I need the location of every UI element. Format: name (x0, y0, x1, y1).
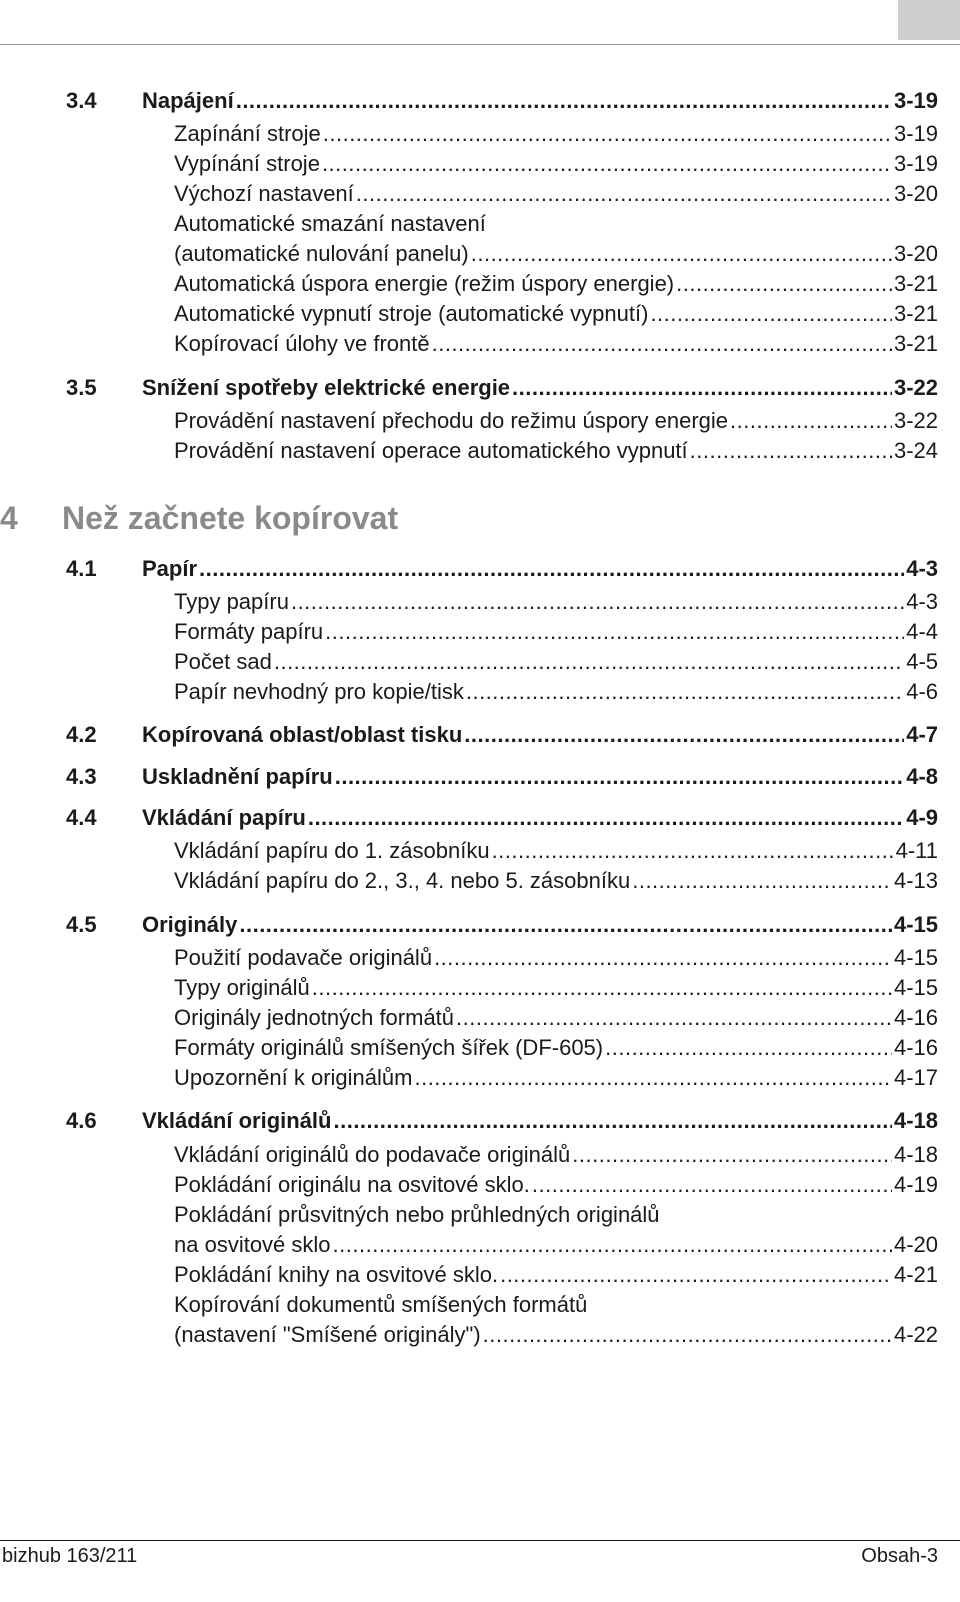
corner-tab (898, 0, 960, 40)
dot-leader (466, 677, 904, 707)
dot-leader (605, 1033, 892, 1063)
entry-title: Počet sad (174, 649, 272, 674)
toc-entry-vkladani-do-podavace[interactable] (174, 1140, 938, 1170)
entry-title: Zapínání stroje (174, 121, 321, 146)
page-number: 4-9 (906, 805, 938, 830)
entry-title: na osvitové sklo (174, 1232, 331, 1257)
page-number: 3-19 (893, 151, 938, 176)
toc-entry-smisene-sirky[interactable] (174, 1033, 938, 1063)
page-number: 3-22 (893, 375, 938, 400)
page-number: 4-15 (893, 945, 938, 970)
toc-entry-pocet-sad[interactable] (174, 647, 938, 677)
entry-title-line1: Automatické smazání nastavení (174, 211, 486, 236)
dot-leader (325, 617, 904, 647)
dot-leader (434, 943, 892, 973)
entry-title: Automatické vypnutí stroje (automatické vypnutí) (174, 301, 649, 326)
page-number: 4-7 (906, 722, 938, 747)
dot-leader (274, 647, 904, 677)
page-number: 4-3 (906, 589, 938, 614)
toc-entry-typy-papiru[interactable] (174, 587, 938, 617)
toc-entry-formaty-papiru[interactable] (174, 617, 938, 647)
page-number: 3-21 (893, 331, 938, 356)
toc-entry-zasobnik-2-5[interactable] (174, 866, 938, 896)
page-number: 4-13 (893, 868, 938, 893)
page-number: 4-17 (893, 1065, 938, 1090)
entry-title: Kopírovací úlohy ve frontě (174, 331, 430, 356)
page-number: 4-21 (893, 1262, 938, 1287)
dot-leader (322, 149, 892, 179)
dot-leader (432, 329, 892, 359)
page-number: 4-19 (893, 1172, 938, 1197)
entry-title: Typy papíru (174, 589, 289, 614)
entry-title-line1: Kopírování dokumentů smíšených formátů (174, 1292, 588, 1317)
toc-entry-uspora-energie[interactable] (174, 269, 938, 299)
dot-leader (456, 1003, 892, 1033)
page-number: 3-21 (893, 301, 938, 326)
dot-leader (464, 720, 904, 750)
dot-leader (676, 269, 892, 299)
toc-entry-pokladani-knihy[interactable] (174, 1260, 938, 1290)
toc-entry-osvitove-sklo[interactable] (174, 1170, 938, 1200)
toc-entry-smisene-originaly[interactable] (174, 1320, 938, 1350)
dot-leader (532, 1170, 892, 1200)
toc-section-3-4[interactable] (66, 86, 938, 116)
toc-entry-automaticke-vypnuti[interactable] (174, 299, 938, 329)
section-title: Kopírovaná oblast/oblast tisku (142, 722, 463, 747)
toc-section-3-5[interactable] (66, 373, 938, 403)
section-title: Originály (142, 912, 238, 937)
dot-leader (414, 1063, 891, 1093)
toc-entry-vypinani-stroje[interactable] (174, 149, 938, 179)
page-number: 3-21 (893, 271, 938, 296)
toc-entry-papir-nevhodny[interactable] (174, 677, 938, 707)
toc-section-4-6[interactable] (66, 1106, 938, 1136)
page-number: 3-20 (893, 181, 938, 206)
section-title: Vkládání originálů (142, 1108, 332, 1133)
page-number: 4-5 (906, 649, 938, 674)
dot-leader (690, 436, 892, 466)
section-title: Uskladnění papíru (142, 764, 333, 789)
toc-entry-pruhledne-originaly[interactable] (174, 1230, 938, 1260)
entry-title: Provádění nastavení přechodu do režimu úspory energie (174, 408, 729, 433)
toc-entry-upozorneni[interactable] (174, 1063, 938, 1093)
dot-leader (335, 762, 904, 792)
dot-leader (572, 1140, 892, 1170)
section-number: 3.4 (66, 88, 97, 113)
section-number: 4.6 (66, 1108, 97, 1133)
entry-title: Vkládání papíru do 1. zásobníku (174, 838, 490, 863)
section-title: Papír (142, 556, 198, 581)
chapter-number: 4 (0, 500, 18, 536)
footer-product-name: bizhub 163/211 (2, 1545, 138, 1567)
dot-leader (239, 910, 892, 940)
section-number: 3.5 (66, 375, 97, 400)
section-title: Snížení spotřeby elektrické energie (142, 375, 511, 400)
entry-title: Typy originálů (174, 975, 310, 1000)
entry-title: (automatické nulování panelu) (174, 241, 469, 266)
dot-leader (650, 299, 892, 329)
page-number: 4-8 (906, 764, 938, 789)
page-number: 3-19 (893, 88, 938, 113)
entry-title-line1: Pokládání průsvitných nebo průhledných originálů (174, 1202, 660, 1227)
toc-section-4-1[interactable] (66, 554, 938, 584)
page-number: 4-18 (893, 1108, 938, 1133)
dot-leader (500, 1260, 892, 1290)
footer-page-label: Obsah-3 (861, 1545, 938, 1567)
entry-title: Formáty originálů smíšených šířek (DF-605) (174, 1035, 604, 1060)
section-number: 4.2 (66, 722, 97, 747)
entry-title: Formáty papíru (174, 619, 324, 644)
entry-title: Provádění nastavení operace automatického vypnutí (174, 438, 688, 463)
dot-leader (492, 836, 894, 866)
toc-entry-typy-originalu[interactable] (174, 973, 938, 1003)
page-number: 4-6 (906, 679, 938, 704)
entry-title: Papír nevhodný pro kopie/tisk (174, 679, 464, 704)
entry-title: Originály jednotných formátů (174, 1005, 455, 1030)
section-number: 4.5 (66, 912, 97, 937)
section-number: 4.3 (66, 764, 97, 789)
entry-title: Automatická úspora energie (režim úspory energie) (174, 271, 675, 296)
toc-section-4-2[interactable] (66, 720, 938, 750)
dot-leader (333, 1230, 892, 1260)
entry-title: Použití podavače originálů (174, 945, 433, 970)
toc-entry-vychozi-nastaveni[interactable] (174, 179, 938, 209)
dot-leader (632, 866, 892, 896)
toc-entry-operace-vypnuti[interactable] (174, 436, 938, 466)
section-title: Vkládání papíru (142, 805, 306, 830)
dot-leader (312, 973, 892, 1003)
toc-entry-ulohy-ve-fronte[interactable] (174, 329, 938, 359)
toc-entry-jednotne-formaty[interactable] (174, 1003, 938, 1033)
dot-leader (199, 554, 904, 584)
toc-entry-zapinani-stroje[interactable] (174, 119, 938, 149)
page-number: 3-24 (893, 438, 938, 463)
toc-section-4-4[interactable] (66, 803, 938, 833)
page-number: 3-22 (893, 408, 938, 433)
dot-leader (471, 239, 892, 269)
dot-leader (291, 587, 904, 617)
page-number: 4-16 (893, 1035, 938, 1060)
dot-leader (323, 119, 892, 149)
dot-leader (333, 1106, 891, 1136)
dot-leader (356, 179, 892, 209)
dot-leader (483, 1320, 892, 1350)
dot-leader (730, 406, 892, 436)
entry-title: Výchozí nastavení (174, 181, 354, 206)
dot-leader (236, 86, 892, 116)
entry-title: Vkládání originálů do podavače originálů (174, 1142, 571, 1167)
chapter-title: Než začnete kopírovat (62, 500, 399, 536)
entry-title: Vkládání papíru do 2., 3., 4. nebo 5. zásobníku (174, 868, 631, 893)
dot-leader (512, 373, 892, 403)
entry-title: Vypínání stroje (174, 151, 320, 176)
page-number: 4-4 (906, 619, 938, 644)
page-number: 4-15 (893, 912, 938, 937)
page-number: 4-20 (893, 1232, 938, 1257)
page-number: 4-16 (893, 1005, 938, 1030)
toc-section-4-3[interactable] (66, 762, 938, 792)
top-rule (0, 44, 960, 45)
footer-rule (0, 1540, 960, 1541)
page-number: 4-11 (895, 838, 938, 863)
toc-entry-zasobnik-1[interactable] (174, 836, 938, 866)
entry-title: Upozornění k originálům (174, 1065, 413, 1090)
page-number: 4-22 (893, 1322, 938, 1347)
page-number: 4-15 (893, 975, 938, 1000)
toc-section-4-5[interactable] (66, 910, 938, 940)
chapter-heading[interactable] (0, 496, 398, 540)
page-number: 4-3 (906, 556, 938, 581)
toc-entry-podavac-originalu[interactable] (174, 943, 938, 973)
page-number: 3-19 (893, 121, 938, 146)
entry-title: Pokládání originálu na osvitové sklo. (174, 1172, 530, 1197)
page-number: 3-20 (893, 241, 938, 266)
page-number: 4-18 (893, 1142, 938, 1167)
section-title: Napájení (142, 88, 234, 113)
section-number: 4.4 (66, 805, 97, 830)
toc-entry-prechod-uspora[interactable] (174, 406, 938, 436)
dot-leader (308, 803, 904, 833)
entry-title: (nastavení "Smíšené originály") (174, 1322, 481, 1347)
entry-title: Pokládání knihy na osvitové sklo. (174, 1262, 499, 1287)
toc-entry-automaticke-nulovani[interactable] (174, 239, 938, 269)
section-number: 4.1 (66, 556, 97, 581)
